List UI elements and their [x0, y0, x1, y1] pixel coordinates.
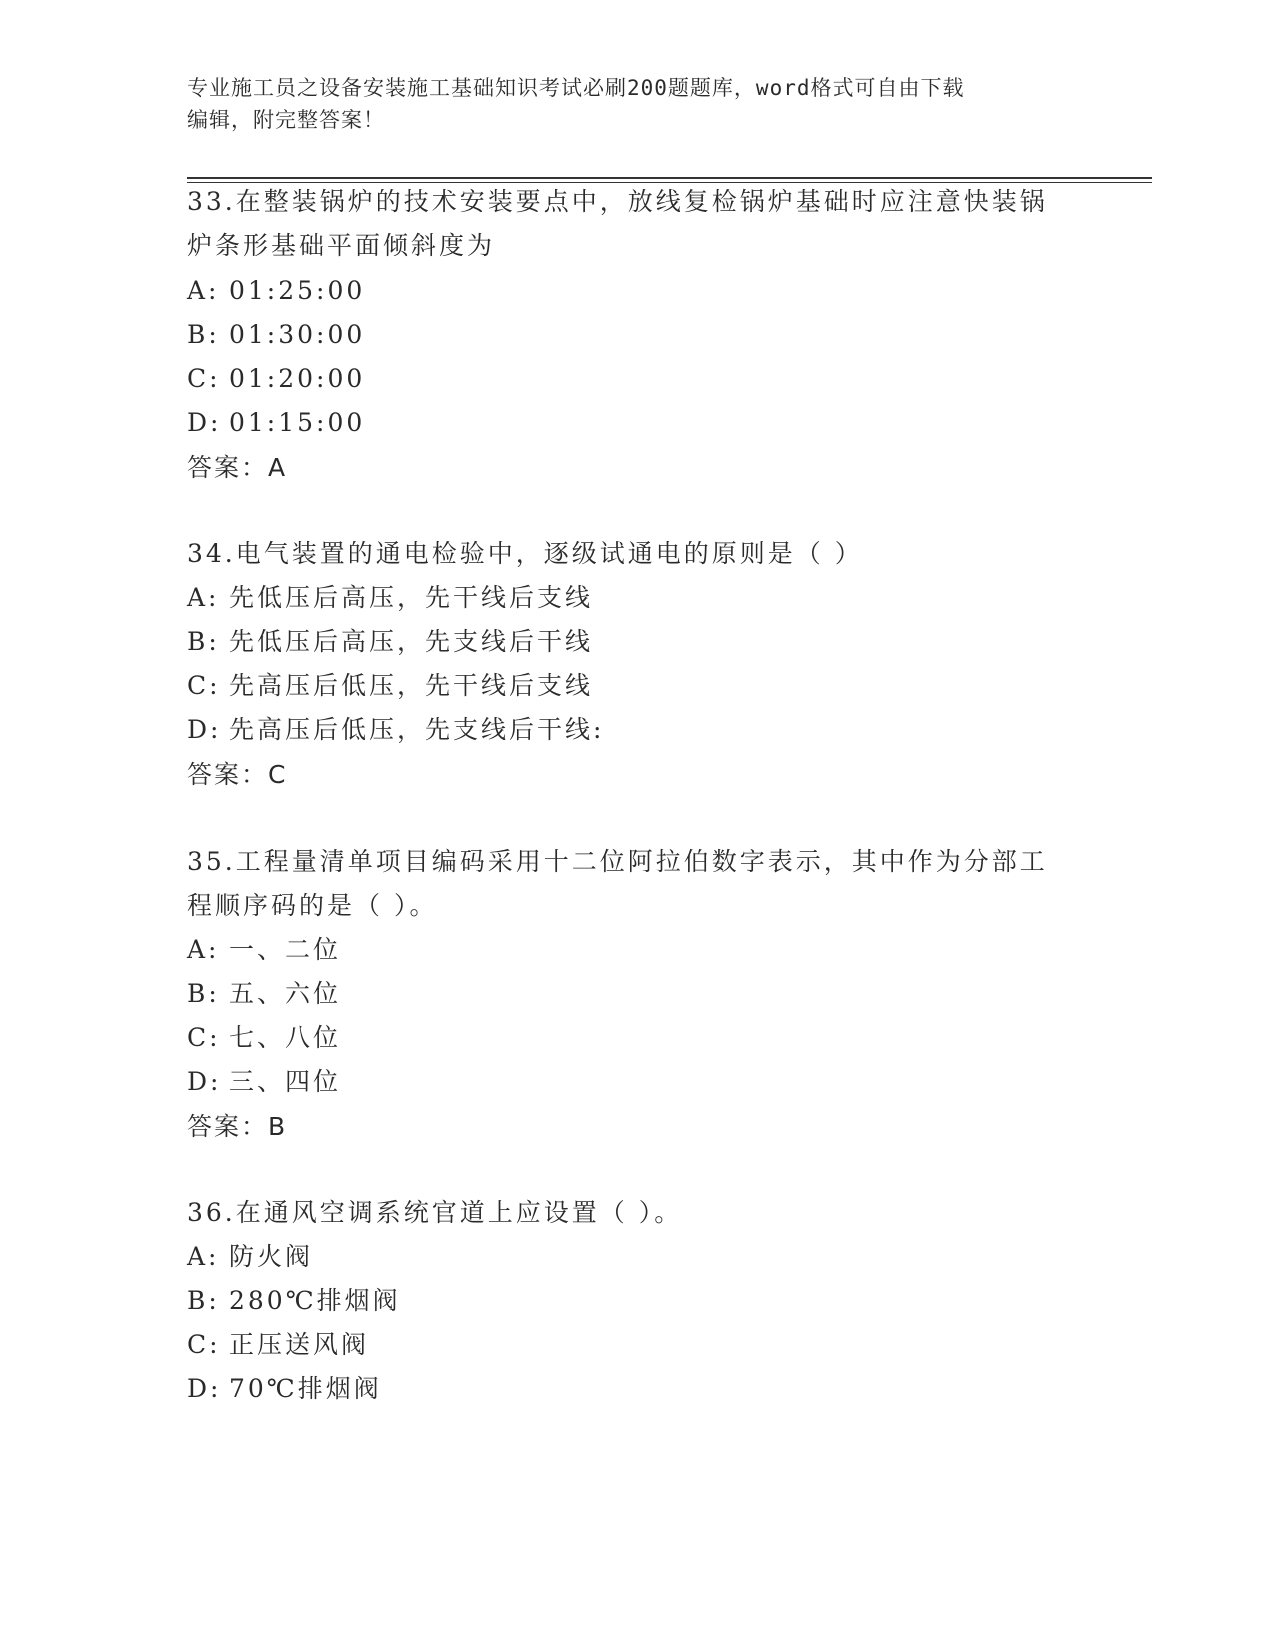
- option-letter: B:: [187, 1286, 220, 1315]
- header-title-line1: 专业施工员之设备安装施工基础知识考试必刷200题题库，word格式可自由下载: [187, 76, 965, 100]
- option-text: 正压送风阀: [229, 1330, 370, 1359]
- option-letter: C:: [187, 1330, 221, 1359]
- option-letter: D:: [187, 408, 222, 437]
- question-34-stem-line1: 34.电气装置的通电检验中，逐级试通电的原则是（ ）: [187, 539, 863, 568]
- question-34-option-c: [187, 670, 593, 702]
- question-34-answer: 答案：C: [187, 760, 288, 789]
- option-letter: A:: [187, 276, 220, 305]
- option-letter: B:: [187, 320, 220, 349]
- option-text: 先高压后低压，先支线后干线:: [229, 715, 605, 744]
- question-36-stem-line1: 36.在通风空调系统官道上应设置（ ）。: [187, 1198, 683, 1227]
- question-34-option-a: [187, 582, 593, 614]
- document-header: [187, 72, 1067, 136]
- option-letter: B:: [187, 627, 220, 656]
- option-text: 280℃排烟阀: [229, 1286, 401, 1315]
- header-rule-thin: [187, 182, 1152, 183]
- option-letter: D:: [187, 715, 222, 744]
- question-35-option-d: [187, 1066, 341, 1098]
- question-35-answer: 答案：B: [187, 1112, 288, 1141]
- option-text: 01:15:00: [229, 408, 366, 437]
- option-text: 防火阀: [229, 1242, 314, 1271]
- question-36-option-a: [187, 1241, 313, 1273]
- option-letter: C:: [187, 364, 221, 393]
- option-letter: A:: [187, 583, 220, 612]
- header-title-line2: 编辑，附完整答案！: [187, 108, 385, 132]
- question-33-option-b: [187, 319, 365, 351]
- question-33-stem-line2: 炉条形基础平面倾斜度为: [187, 231, 496, 260]
- option-text: 三、四位: [229, 1067, 342, 1096]
- option-text: 一、二位: [229, 935, 342, 964]
- option-text: 五、六位: [229, 979, 342, 1008]
- question-35-stem-line2: 程顺序码的是（ ）。: [187, 891, 438, 920]
- question-33-option-c: [187, 363, 365, 395]
- question-34-option-b: [187, 626, 593, 658]
- option-letter: D:: [187, 1067, 222, 1096]
- question-34-option-d: [187, 714, 604, 746]
- question-33-answer: 答案：A: [187, 453, 288, 482]
- option-letter: B:: [187, 979, 220, 1008]
- question-35-option-a: [187, 934, 341, 966]
- option-letter: D:: [187, 1374, 222, 1403]
- option-text: 先低压后高压，先干线后支线: [229, 583, 594, 612]
- option-text: 先低压后高压，先支线后干线: [229, 627, 594, 656]
- option-letter: A:: [187, 1242, 220, 1271]
- question-35-option-b: [187, 978, 341, 1010]
- option-text: 01:20:00: [229, 364, 366, 393]
- question-35-stem-line1: 35.工程量清单项目编码采用十二位阿拉伯数字表示，其中作为分部工: [187, 847, 1048, 876]
- header-rule-thick: [187, 177, 1152, 179]
- option-text: 70℃排烟阀: [229, 1374, 382, 1403]
- option-letter: C:: [187, 671, 221, 700]
- question-36-option-c: [187, 1329, 369, 1361]
- question-33-option-d: [187, 407, 365, 439]
- question-33-stem-line1: 33.在整装锅炉的技术安装要点中，放线复检锅炉基础时应注意快装锅: [187, 187, 1048, 216]
- option-letter: C:: [187, 1023, 221, 1052]
- option-text: 01:25:00: [229, 276, 366, 305]
- option-text: 01:30:00: [229, 320, 366, 349]
- option-text: 七、八位: [229, 1023, 342, 1052]
- question-36-option-d: [187, 1373, 382, 1405]
- option-text: 先高压后低压，先干线后支线: [229, 671, 594, 700]
- question-33-option-a: [187, 275, 365, 307]
- question-36-option-b: [187, 1285, 401, 1317]
- question-35-option-c: [187, 1022, 341, 1054]
- option-letter: A:: [187, 935, 220, 964]
